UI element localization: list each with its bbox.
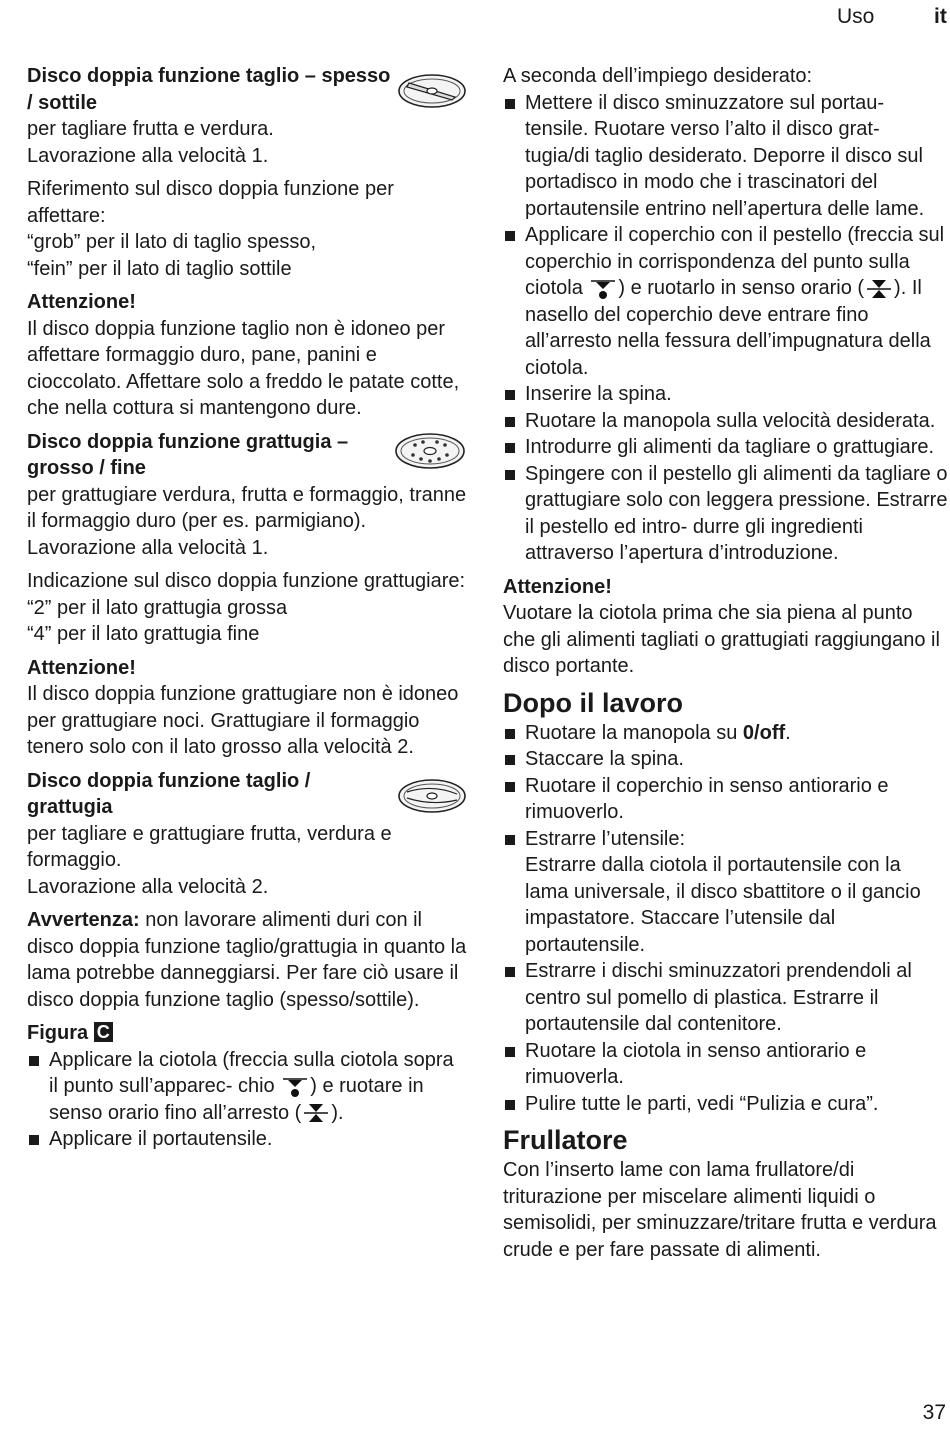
after-work-heading: Dopo il lavoro <box>503 687 684 718</box>
list-item: Inserire la spina. <box>503 381 948 408</box>
list-item: Staccare la spina. <box>503 746 948 773</box>
left-column <box>27 63 467 1153</box>
slicing-disc-use: per tagliare frutta e verdura. <box>27 118 274 140</box>
warning-text: Il disco doppia funzione taglio non è idoneo per affettare formaggio duro, pane, panini e cioccolato. Affettare solo a freddo le patate cotte, che nella cottura si mantengono dure. <box>27 317 460 419</box>
slicing-disc-speed: Lavorazione alla velocità 1. <box>27 144 269 167</box>
warning-title: Attenzione! <box>27 656 136 679</box>
grating-disc-icon <box>393 431 467 471</box>
arrow-to-dot-icon <box>590 278 616 300</box>
slicing-disc-thick-ref: “grob” per il lato di taglio spesso, <box>27 231 317 253</box>
bowl-steps-list <box>27 1047 467 1153</box>
list-item: Ruotare la manopola su 0/off. <box>503 720 948 747</box>
grating-disc-speed: Lavorazione alla velocità 1. <box>27 536 269 559</box>
slicing-disc-reference: Riferimento sul disco doppia funzione per affettare: <box>27 178 394 227</box>
list-item: Ruotare il coperchio in senso antiorario e rimuoverlo. <box>503 773 948 826</box>
grating-disc-reference: Indicazione sul disco doppia funzione grattugiare: <box>27 570 466 592</box>
arrow-to-arrow-icon <box>866 278 892 300</box>
slice-grate-disc-title: Disco doppia funzione taglio / grattugia <box>27 769 311 818</box>
caution-label: Avvertenza: <box>27 909 140 931</box>
list-item: Applicare il portautensile. <box>27 1126 467 1153</box>
usage-steps-list <box>503 90 948 567</box>
warning-text: Il disco doppia funzione grattugiare non è idoneo per grattugiare noci. Grattugiare il formaggio tenero solo con il lato grosso alla velocità 2. <box>27 683 459 758</box>
list-item: Ruotare la manopola sulla velocità desiderata. <box>503 408 948 435</box>
language-tag: it <box>934 5 947 28</box>
grating-disc-fine-ref: “4” per il lato grattugia fine <box>27 623 260 645</box>
blender-heading: Frullatore <box>503 1125 628 1155</box>
page-number: 37 <box>922 1400 946 1424</box>
warning-title: Attenzione! <box>503 575 612 598</box>
list-item: Estrarre i dischi sminuzzatori prendendoli al centro sul pomello di plastica. Estrarre il portautensile dal contenitore. <box>503 958 948 1038</box>
list-item: Spingere con il pestello gli alimenti da tagliare o grattugiare solo con leggera pressione. Estrarre il pestello ed intro- durre gli ingredienti attraverso l’apertura d’introduzione. <box>503 461 948 567</box>
grating-disc-section <box>27 429 467 482</box>
arrow-to-dot-icon <box>282 1076 308 1098</box>
grating-disc-coarse-ref: “2” per il lato grattugia grossa <box>27 596 288 619</box>
slicing-disc-section <box>27 63 467 116</box>
blender-text: Con l’inserto lame con lama frullatore/di triturazione per miscelare alimenti liquidi o semisolidi, per sminuzzare/tritare frutta e verdura crude e per fare passate di alimenti. <box>503 1159 937 1261</box>
page-header <box>0 4 950 30</box>
caution-paragraph <box>27 907 467 1013</box>
list-item: Pulire tutte le parti, vedi “Pulizia e cura”. <box>503 1091 948 1118</box>
warning-title: Attenzione! <box>27 291 136 313</box>
grating-disc-use: per grattugiare verdura, frutta e formaggio, tranne il formaggio duro (per es. parmigiano). <box>27 483 467 532</box>
slice-grate-disc-use: per tagliare e grattugiare frutta, verdura e formaggio. <box>27 822 392 871</box>
list-item: Applicare il coperchio con il pestello (freccia sul coperchio in corrispondenza del punto sulla ciotola ) e ruotarlo in senso orario ( ). Il nasello del coperchio deve entrare fino all’arresto nella fessura dell’impugnatura della ciotola. <box>503 222 948 381</box>
knob-setting: 0/off <box>742 721 786 744</box>
list-item: Introdurre gli alimenti da tagliare o grattugiare. <box>503 434 948 461</box>
figure-reference: Figura C <box>27 1020 467 1047</box>
list-item: Estrarre l’utensile: Estrarre dalla ciotola il portautensile con la lama universale, il disco sbattitore o il gancio impastatore. Staccare l’utensile dal portautensile. <box>503 826 948 959</box>
slice-grate-disc-icon <box>397 776 467 816</box>
slicing-disc-title: Disco doppia funzione taglio – spesso / sottile <box>27 65 391 114</box>
slice-grate-disc-speed: Lavorazione alla velocità 2. <box>27 875 269 898</box>
usage-intro: A seconda dell’impiego desiderato: <box>503 65 813 87</box>
list-item: Applicare la ciotola (freccia sulla ciotola sopra il punto sull’apparec- chio ) e ruotare in senso orario fino all’arresto ( ). <box>27 1047 467 1127</box>
slicing-disc-thin-ref: “fein” per il lato di taglio sottile <box>27 257 292 280</box>
after-work-list <box>503 720 948 1118</box>
right-column <box>503 63 948 1263</box>
grating-disc-title: Disco doppia funzione grattugia – grosso / fine <box>27 430 349 479</box>
list-item: Mettere il disco sminuzzatore sul portau- tensile. Ruotare verso l’alto il disco grat- tugia/di taglio desiderato. Deporre il disco sul portadisco in modo che i trascinatori del portautensile entrino nell’apertura delle lame. <box>503 90 948 223</box>
slice-grate-disc-section <box>27 768 467 821</box>
slicing-disc-icon <box>397 71 467 111</box>
arrow-to-arrow-icon <box>303 1102 329 1124</box>
list-item: Ruotare la ciotola in senso antiorario e rimuoverla. <box>503 1038 948 1091</box>
caution-text: non lavorare alimenti duri con il disco doppia funzione taglio/grattugia in quanto la lama potrebbe danneggiarsi. Per fare ciò usare il disco doppia funzione taglio (spesso/sottile). <box>27 909 467 1011</box>
section-title: Uso <box>837 5 875 28</box>
warning-text: Vuotare la ciotola prima che sia piena al punto che gli alimenti tagliati o grattugiati raggiungano il disco portante. <box>503 602 940 677</box>
figure-letter-badge: C <box>94 1022 113 1042</box>
